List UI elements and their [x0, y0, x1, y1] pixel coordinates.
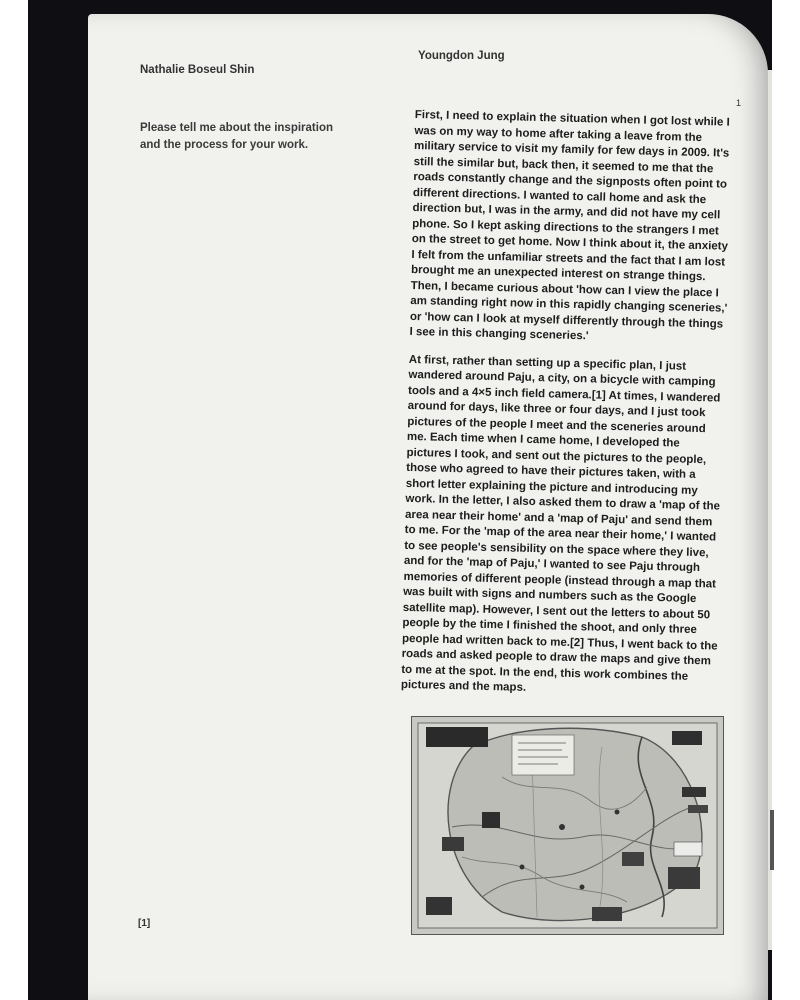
footnote-marker: [1]: [138, 918, 151, 929]
answer-paragraph-1: First, I need to explain the situation when I got lost while I was on my way to home after taking a leave from the military service to visit my family for few days in 2009. It's still the similar but, back then, it seemed to me that the roads constantly change and the signposts often point to different directions. I wanted to call home and ask the direction but, I was in the army, and did not have my cell phone. So I kept asking directions to the strangers I met on the street to get home. Now I think about it, the anxiety I felt from the unfamiliar streets and the fact that I am lost brought me an unexpected interest on strange things. Then, I became curious about 'how can I view the place I am standing right now in this rapidly changing sceneries,' or 'how can I look at myself differently through the things I see in this changing sceneries.': [409, 108, 730, 343]
hand-drawn-map-image: [411, 716, 724, 935]
interview-answer: [400, 108, 733, 713]
respondent-name: Youngdon Jung: [418, 50, 505, 62]
interviewer-name: Nathalie Boseul Shin: [140, 64, 255, 76]
map-illustration: [412, 717, 723, 934]
corner-number: 1: [736, 98, 742, 108]
interview-question: Please tell me about the inspiration and the process for your work.: [140, 122, 333, 151]
answer-paragraph-2: At first, rather than setting up a specific plan, I just wandered around Paju, a city, on a bicycle with camping tools and a 4×5 inch field camera.[1] At times, I wandered around for days, like three or four days, and I just took pictures of the people I meet and the sceneries around me. Each time when I came home, I developed the pictures I took, and sent out the pictures to the people, those who agreed to have their pictures taken, with a short letter explaining the picture and introducing my work. In the letter, I also asked them to draw a 'map of the area near their home' and a 'map of Paju' and send them to me. For the 'map of the area near their home,' I wanted to see people's sensibility on the space where they live, and for the 'map of Paju,' I wanted to see Paju through memories of different people (instead through a map that was built with signs and numbers such as the Google satellite map). However, I sent out the letters to about 50 people by the time I finished the shoot, and only three people had written back to me.[2] Thus, I went back to the roads and asked people to draw the maps and give them to me at the spot. In the end, this work combines the pictures and the maps.: [400, 353, 721, 694]
page-edge-shadow: [770, 810, 774, 870]
